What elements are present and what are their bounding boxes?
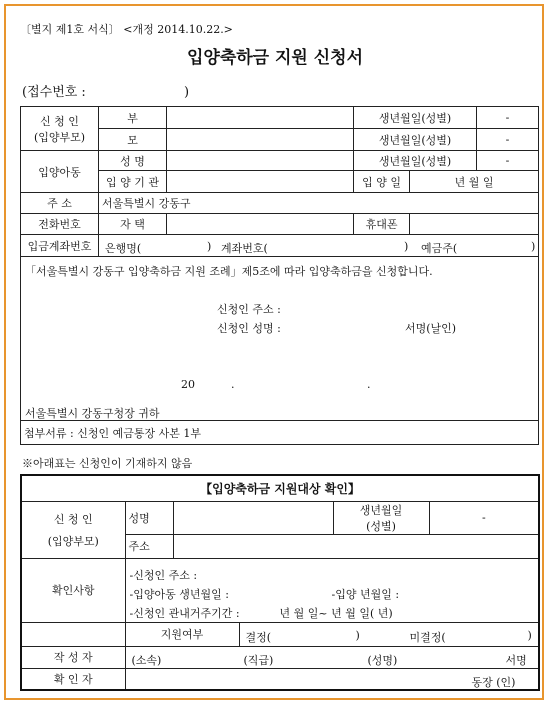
- address-label: 주 소: [21, 193, 99, 214]
- confirm-birth-label: 생년월일 (성별): [333, 501, 429, 534]
- home-phone-field[interactable]: [167, 214, 354, 235]
- confirm-address-field[interactable]: [173, 534, 539, 558]
- support-field[interactable]: 결정( ) 미결정( ): [239, 622, 539, 646]
- confirm-birth-field[interactable]: -: [429, 501, 539, 534]
- date-year: 20: [181, 378, 195, 391]
- support-left-blank: [21, 622, 125, 646]
- decided-label: 결정(: [245, 630, 272, 644]
- bank-row[interactable]: 은행명( ) 계좌번호( ) 예금주( ): [99, 235, 539, 257]
- child-birth-field[interactable]: -: [477, 151, 539, 171]
- mother-birth-label: 생년월일(성별): [354, 129, 477, 151]
- mother-name-field[interactable]: [167, 129, 354, 151]
- bank-label: 입금계좌번호: [21, 235, 99, 257]
- check-address: -신청인 주소 :: [129, 568, 198, 582]
- affiliation-label: (소속): [131, 653, 162, 667]
- confirm-name-label: 성명: [125, 501, 173, 534]
- confirm-table: [20, 474, 540, 691]
- applicant-label: 신 청 인 (입양부모): [21, 107, 99, 151]
- application-table: [20, 106, 539, 445]
- rank-label: (직급): [243, 653, 274, 667]
- check-child-birth: -입양아동 생년월일 :: [129, 587, 229, 601]
- check-label: 확인사항: [21, 558, 125, 622]
- addressee: 서울특별시 강동구청장 귀하: [25, 407, 160, 420]
- checker-field[interactable]: [125, 668, 539, 690]
- writer-field[interactable]: [125, 646, 539, 668]
- check-period-value: 년 월 일~ 년 월 일( 년): [279, 606, 393, 620]
- agency-field[interactable]: [167, 171, 354, 193]
- check-adopt-date: -입양 년월일 :: [331, 587, 400, 601]
- agency-label: 입 양 기 관: [99, 171, 167, 193]
- father-birth-label: 생년월일(성별): [354, 107, 477, 129]
- account-label: 계좌번호(: [221, 242, 268, 255]
- check-period-label: -신청인 관내거주기간 :: [129, 606, 240, 620]
- mobile-field[interactable]: [410, 214, 539, 235]
- statement-box: 「서울특별시 강동구 입양축하금 지원 조례」제5조에 따라 입양축하금을 신청합니다. 신청인 주소 : 신청인 성명 : 서명(날인) 20 . . 서울특별시 강동구청장 귀하: [21, 257, 539, 421]
- adopt-date-field[interactable]: 년 월 일: [410, 171, 539, 193]
- undecided-label: 미결정(: [409, 630, 446, 644]
- note-text: ※아래표는 신청인이 기재하지 않음: [22, 457, 193, 470]
- address-field[interactable]: 서울특별시 강동구: [99, 193, 539, 214]
- writer-sign-label: 서명: [505, 653, 527, 667]
- writer-label: 작 성 자: [21, 646, 125, 668]
- mobile-label: 휴대폰: [354, 214, 410, 235]
- attachment-note: 첨부서류 : 신청인 예금통장 사본 1부: [21, 421, 539, 445]
- father-name-field[interactable]: [167, 107, 354, 129]
- receipt-number-label: (접수번호 :: [22, 85, 86, 100]
- phone-label: 전화번호: [21, 214, 99, 235]
- applicant-address-label: 신청인 주소 :: [217, 303, 281, 316]
- statement-text: 「서울특별시 강동구 입양축하금 지원 조례」제5조에 따라 입양축하금을 신청합니다.: [25, 265, 433, 278]
- mother-birth-field[interactable]: -: [477, 129, 539, 151]
- child-name-label: 성 명: [99, 151, 167, 171]
- page-title: 입양축하금 지원 신청서: [186, 48, 364, 68]
- support-label: 지원여부: [125, 622, 239, 646]
- bank-name-label: 은행명(: [105, 242, 142, 255]
- writer-name-label: (성명): [367, 653, 398, 667]
- father-birth-field[interactable]: -: [477, 107, 539, 129]
- mother-label: 모: [99, 129, 167, 151]
- applicant-name-label: 신청인 성명 :: [217, 322, 281, 335]
- signature-label: 서명(날인): [405, 322, 457, 335]
- receipt-number-close: ): [184, 85, 190, 100]
- confirm-applicant-label: 신 청 인 (입양부모): [21, 501, 125, 558]
- child-label: 입양아동: [21, 151, 99, 193]
- confirm-title: 【입양축하금 지원대상 확인】: [21, 475, 539, 501]
- confirm-address-label: 주소: [125, 534, 173, 558]
- holder-label: 예금주(: [421, 242, 458, 255]
- home-phone-label: 자 택: [99, 214, 167, 235]
- check-items: [125, 558, 539, 622]
- father-label: 부: [99, 107, 167, 129]
- child-birth-label: 생년월일(성별): [354, 151, 477, 171]
- chief-sign: 동장 (인): [471, 675, 516, 689]
- checker-label: 확 인 자: [21, 668, 125, 690]
- form-number: 〔별지 제1호 서식〕 <개정 2014.10.22.>: [20, 23, 233, 36]
- adopt-date-label: 입 양 일: [354, 171, 410, 193]
- confirm-name-field[interactable]: [173, 501, 333, 534]
- child-name-field[interactable]: [167, 151, 354, 171]
